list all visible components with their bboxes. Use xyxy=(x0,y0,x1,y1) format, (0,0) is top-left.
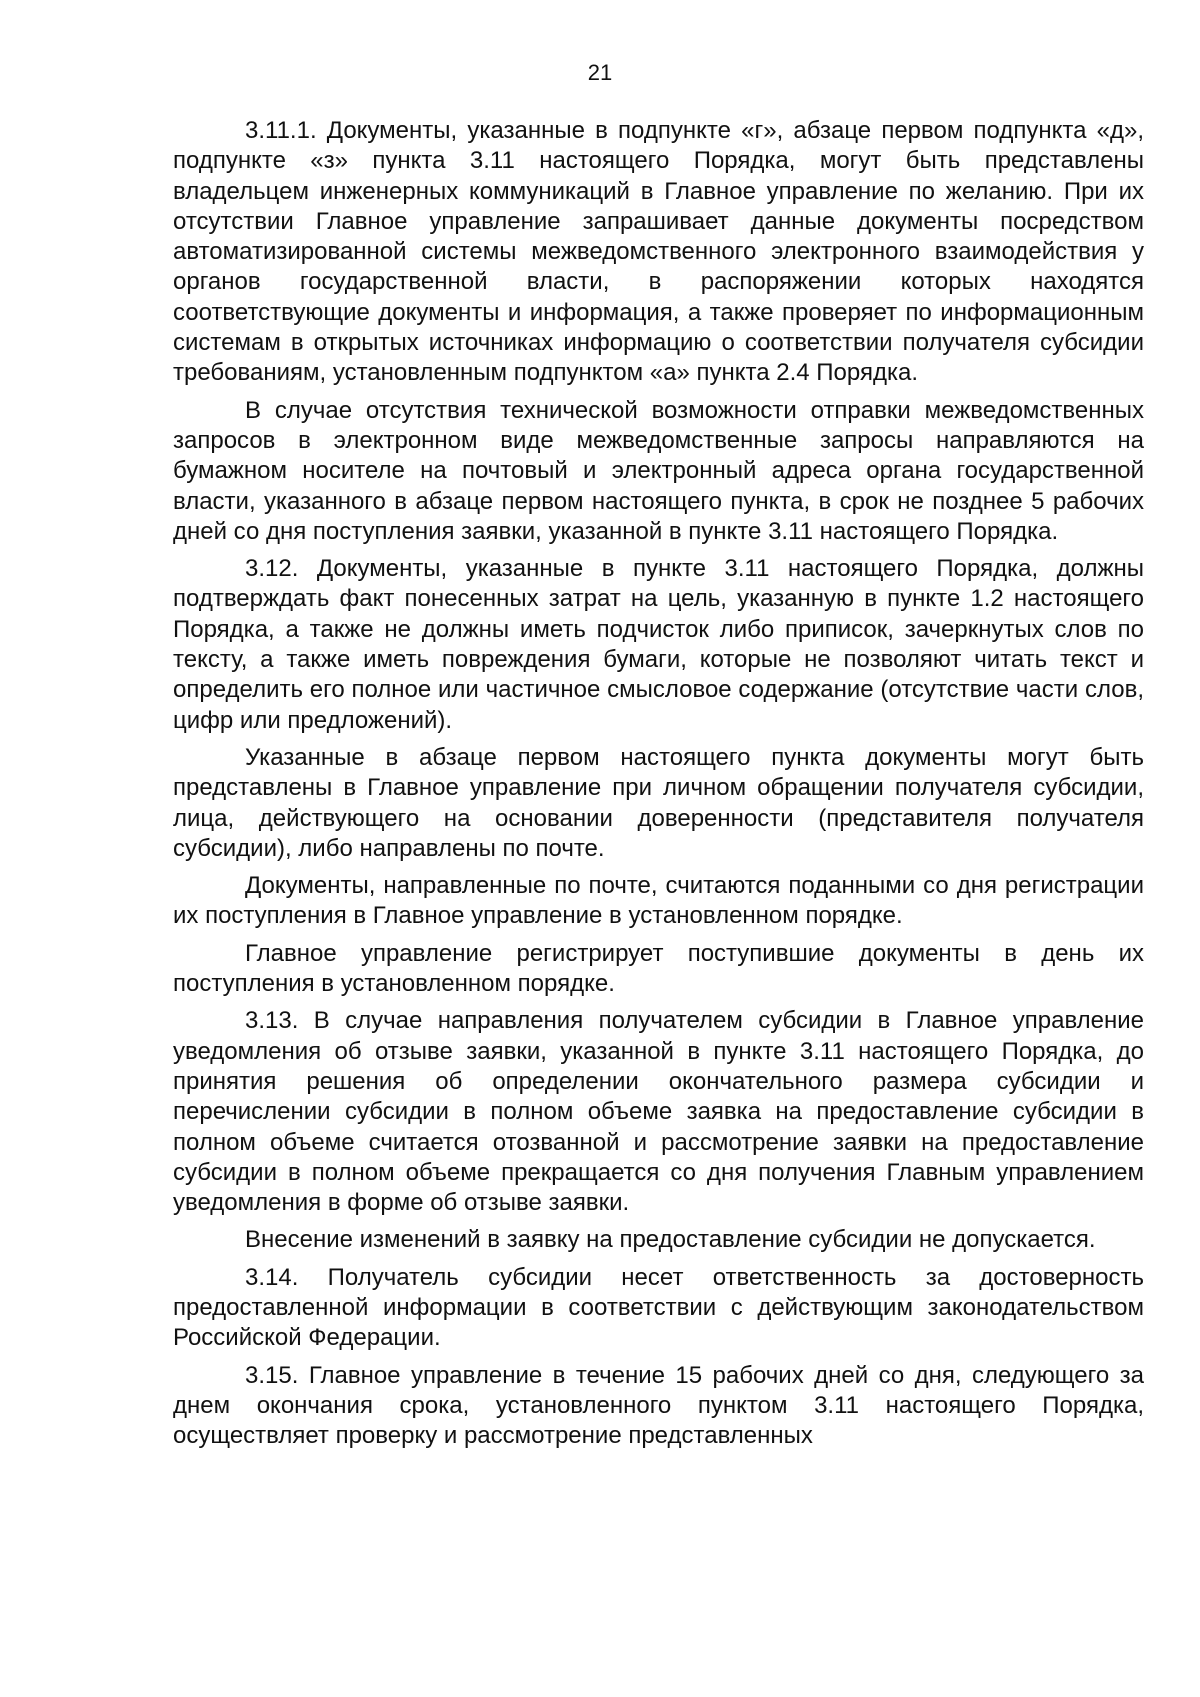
paragraph-3-15: 3.15. Главное управление в течение 15 рабочих дней со дня, следующего за днем окончания срока, установленного пунктом 3.11 настоящего Порядка, осуществляет проверку и рассмотрение представленных xyxy=(173,1361,1144,1450)
paragraph-document-submission: Указанные в абзаце первом настоящего пункта документы могут быть представлены в Главное управление при личном обращении получателя субсидии, лица, действующего на основании доверенности (представителя получателя субсидии), либо направлены по почте. xyxy=(173,743,1144,862)
paragraph-registration: Главное управление регистрирует поступившие документы в день их поступления в установленном порядке. xyxy=(173,939,1144,998)
paragraph-interagency-requests: В случае отсутствия технической возможности отправки межведомственных запросов в электронном виде межведомственные запросы направляются на бумажном носителе на почтовый и электронный адреса органа государственной власти, указанного в абзаце первом настоящего пункта, в срок не позднее 5 рабочих дней со дня поступления заявки, указанной в пункте 3.11 настоящего Порядка. xyxy=(173,396,1144,545)
paragraph-3-13: 3.13. В случае направления получателем субсидии в Главное управление уведомления об отзыве заявки, указанной в пункте 3.11 настоящего Порядка, до принятия решения об определении окончательного размера субсидии и перечислении субсидии в полном объеме заявка на предоставление субсидии в полном объеме считается отозванной и рассмотрение заявки на предоставление субсидии в полном объеме прекращается со дня получения Главным управлением уведомления в форме об отзыве заявки. xyxy=(173,1007,1144,1217)
paragraph-3-11-1: 3.11.1. Документы, указанные в подпункте «г», абзаце первом подпункта «д», подпункте «з» пункта 3.11 настоящего Порядка, могут быть представлены владельцем инженерных коммуникаций в Главное управление по желанию. При их отсутствии Главное управление запрашивает данные документы посредством автоматизированной системы межведомственного электронного взаимодействия у органов государственной власти, в распоряжении которых находятся соответствующие документы и информация, а также проверяет по информационным системам в открытых источниках информацию о соответствии получателя субсидии требованиям, установленным подпунктом «а» пункта 2.4 Порядка. xyxy=(173,117,1144,387)
document-body xyxy=(173,116,1144,1451)
paragraph-3-14: 3.14. Получатель субсидии несет ответственность за достоверность предоставленной информации в соответствии с действующим законодательством Российской Федерации. xyxy=(173,1263,1144,1352)
page-number: 21 xyxy=(587,60,613,85)
paragraph-3-12: 3.12. Документы, указанные в пункте 3.11 настоящего Порядка, должны подтверждать факт понесенных затрат на цель, указанную в пункте 1.2 настоящего Порядка, а также не должны иметь подчисток либо приписок, зачеркнутых слов по тексту, а также иметь повреждения бумаги, которые не позволяют читать текст и определить его полное или частичное смысловое содержание (отсутствие части слов, цифр или предложений). xyxy=(173,555,1144,734)
paragraph-postal-documents: Документы, направленные по почте, считаются поданными со дня регистрации их поступления в Главное управление в установленном порядке. xyxy=(173,872,1144,930)
paragraph-no-changes: Внесение изменений в заявку на предоставление субсидии не допускается. xyxy=(245,1226,1096,1254)
